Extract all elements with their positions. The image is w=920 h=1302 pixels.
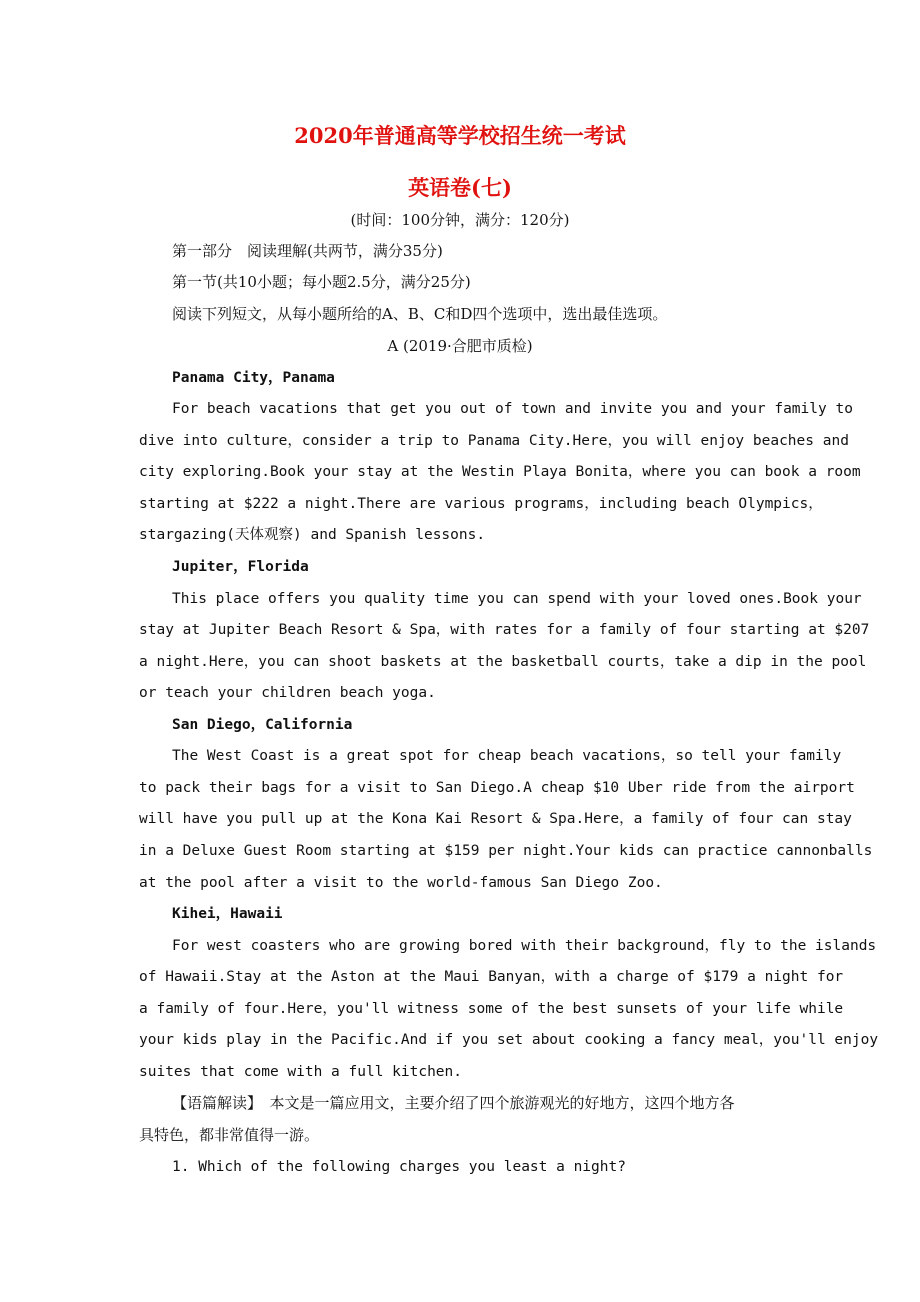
section-heading-panama: Panama City，Panama xyxy=(172,370,335,386)
section-heading-kihei: Kihei，Hawaii xyxy=(172,906,283,922)
part-heading: 第一部分 阅读理解(共两节，满分35分) xyxy=(172,242,443,260)
question-1: 1. Which of the following charges you least a night? xyxy=(172,1159,626,1175)
paragraph-line: or teach your children beach yoga. xyxy=(139,685,436,701)
paragraph-line: The West Coast is a great spot for cheap beach vacations，so tell your family xyxy=(172,748,842,764)
passage-analysis-cont: 具特色，都非常值得一游。 xyxy=(139,1126,320,1144)
paragraph-line: This place offers you quality time you can spend with your loved ones.Book your xyxy=(172,591,862,607)
paragraph-line: dive into culture，consider a trip to Panama City.Here，you will enjoy beaches and xyxy=(139,433,849,449)
paragraph-line: city exploring.Book your stay at the Westin Playa Bonita，where you can book a room xyxy=(139,464,861,480)
passage-analysis: 【语篇解读】 本文是一篇应用文，主要介绍了四个旅游观光的好地方，这四个地方各 xyxy=(172,1094,735,1112)
paragraph-line: at the pool after a visit to the world-famous San Diego Zoo. xyxy=(139,875,663,891)
directions: 阅读下列短文，从每小题所给的A、B、C和D四个选项中，选出最佳选项。 xyxy=(172,305,668,323)
paragraph-line: to pack their bags for a visit to San Diego.A cheap $10 Uber ride from the airport xyxy=(139,780,855,796)
paragraph-line: starting at $222 a night.There are various programs，including beach Olympics， xyxy=(139,496,823,512)
section-heading-san-diego: San Diego，California xyxy=(172,717,353,733)
paragraph-line: of Hawaii.Stay at the Aston at the Maui Banyan，with a charge of $179 a night for xyxy=(139,969,844,985)
paragraph-line: stay at Jupiter Beach Resort & Spa，with rates for a family of four starting at $207 xyxy=(139,622,870,638)
exam-title: 2020年普通高等学校招生统一考试 xyxy=(294,123,626,148)
paragraph-line: For west coasters who are growing bored with their background，fly to the islands xyxy=(172,938,877,954)
paragraph-line: For beach vacations that get you out of town and invite you and your family to xyxy=(172,401,853,417)
section-heading-jupiter: Jupiter，Florida xyxy=(172,559,309,575)
exam-subtitle: 英语卷(七) xyxy=(408,175,512,200)
time-info: (时间：100分钟，满分：120分) xyxy=(350,211,570,229)
section-heading: 第一节(共10小题；每小题2.5分，满分25分) xyxy=(172,273,471,291)
paragraph-line: suites that come with a full kitchen. xyxy=(139,1064,463,1080)
paragraph-line: a night.Here，you can shoot baskets at the basketball courts，take a dip in the pool xyxy=(139,654,867,670)
passage-label: A (2019·合肥市质检) xyxy=(387,337,533,355)
paragraph-line: will have you pull up at the Kona Kai Resort & Spa.Here，a family of four can stay xyxy=(139,811,852,827)
paragraph-line: your kids play in the Pacific.And if you set about cooking a fancy meal，you'll enjoy xyxy=(139,1032,879,1048)
paragraph-line: in a Deluxe Guest Room starting at $159 per night.Your kids can practice cannonballs xyxy=(139,843,873,859)
paragraph-line: stargazing(天体观察) and Spanish lessons. xyxy=(139,527,486,543)
paragraph-line: a family of four.Here，you'll witness some of the best sunsets of your life while xyxy=(139,1001,844,1017)
